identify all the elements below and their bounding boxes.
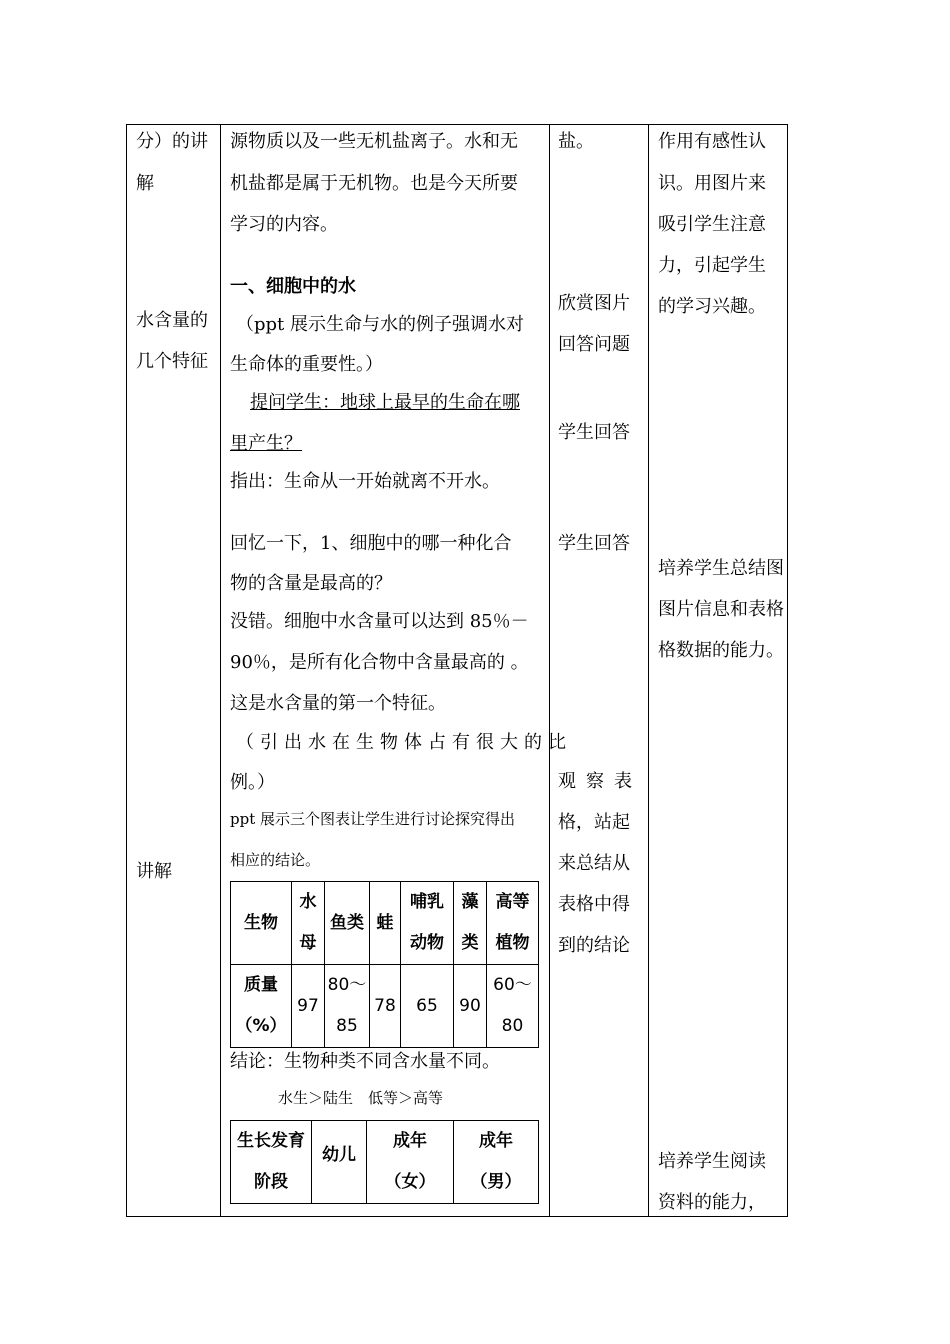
table-row [231,882,539,965]
table-header-cell: 幼儿 [312,1121,367,1204]
student-text: 学生回答 [558,533,630,554]
student-text: 观察表 [558,771,642,792]
paragraph-line: 机盐都是属于无机物。也是今天所要 [230,173,518,194]
paragraph-line: 这是水含量的第一个特征。 [230,693,446,714]
intent-text: 培养学生总结图 [658,558,784,579]
intent-text: 资料的能力， [658,1192,766,1213]
paragraph-line: 例。） [230,772,275,793]
paragraph-line: 物的含量是最高的？ [230,573,392,594]
student-text: 欣赏图片 [558,293,630,314]
paragraph-line: 水生＞陆生 低等＞高等 [278,1089,444,1107]
student-text: 格，站起 [558,812,630,833]
paragraph-line: 90％，是所有化合物中含量最高的 。 [230,652,529,673]
student-text: 盐。 [558,131,594,152]
table-header-cell: 成年 （男） [454,1121,539,1204]
intent-text: 作用有感性认 [658,131,766,152]
table-row-label: 质量 （%） [231,965,292,1048]
column-divider-2 [549,124,550,1217]
student-text: 表格中得 [558,894,630,915]
table-cell: 80～ 85 [325,965,370,1048]
table-cell: 60～ 80 [487,965,539,1048]
stage-text: 讲解 [136,861,172,882]
paragraph-line: 生命体的重要性。） [230,354,383,375]
paragraph-line: 指出：生命从一开始就离不开水。 [230,471,500,492]
table-header-cell: 蛙 [370,882,401,965]
paragraph-line: 相应的结论。 [230,851,321,869]
student-text: 回答问题 [558,334,630,355]
table-header-cell: 藻 类 [454,882,487,965]
question-line: 里产生？ [230,433,302,454]
stage-text: 几个特征 [136,351,208,372]
question-line: 提问学生：地球上最早的生命在哪 [250,392,520,413]
table-header-cell: 生物 [231,882,292,965]
intent-text: 格数据的能力。 [658,640,784,661]
table-cell: 90 [454,965,487,1048]
paragraph-line: （ppt 展示生命与水的例子强调水对 [236,314,524,335]
intent-text: 识。用图片来 [658,173,766,194]
paragraph-line: 结论：生物种类不同含水量不同。 [230,1051,500,1072]
column-divider-3 [648,124,649,1217]
stage-text: 解 [136,173,154,194]
table-header-cell: 生长发育 阶段 [231,1121,312,1204]
table-header-cell: 成年 （女） [367,1121,454,1204]
table-cell: 65 [401,965,454,1048]
intent-text: 的学习兴趣。 [658,296,766,317]
water-content-table [230,881,539,1048]
table-row [231,965,539,1048]
table-cell: 78 [370,965,401,1048]
intent-text: 培养学生阅读 [658,1151,766,1172]
paragraph-line: 回忆一下，1、细胞中的哪一种化合 [230,533,512,554]
intent-text: 图片信息和表格 [658,599,784,620]
student-text: 到的结论 [558,935,630,956]
table-cell: 97 [292,965,325,1048]
table-header-cell: 鱼类 [325,882,370,965]
student-text: 来总结从 [558,853,630,874]
table-header-cell: 高等 植物 [487,882,539,965]
intent-text: 力，引起学生 [658,255,766,276]
table-row [231,1121,539,1204]
stage-text: 水含量的 [136,310,208,331]
section-heading: 一、细胞中的水 [230,276,356,297]
paragraph-line: 没错。细胞中水含量可以达到 85％－ [230,611,529,632]
table-header-cell: 哺乳 动物 [401,882,454,965]
paragraph-line: 学习的内容。 [230,214,338,235]
growth-stage-table [230,1120,539,1204]
intent-text: 吸引学生注意 [658,214,766,235]
paragraph-line: 源物质以及一些无机盐离子。水和无 [230,131,518,152]
column-divider-1 [220,124,221,1217]
stage-text: 分）的讲 [136,131,208,152]
table-header-cell: 水 母 [292,882,325,965]
student-text: 学生回答 [558,422,630,443]
paragraph-line: （引出水在生物体占有很大的比 [236,732,572,753]
paragraph-line: ppt 展示三个图表让学生进行讨论探究得出 [230,810,516,828]
